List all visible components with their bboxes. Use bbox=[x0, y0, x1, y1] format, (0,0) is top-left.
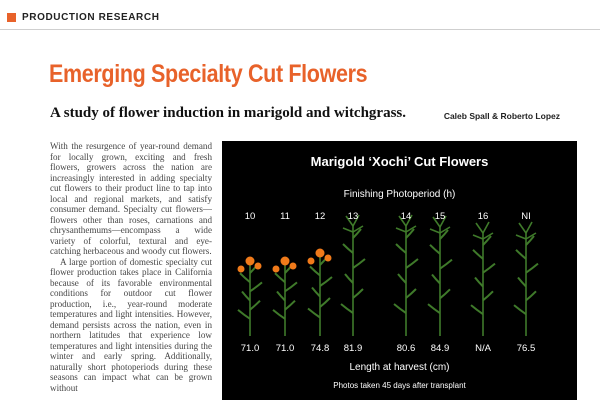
plant-leaf bbox=[312, 288, 320, 297]
plant-leaf bbox=[518, 278, 526, 287]
flower-head bbox=[246, 257, 255, 266]
article-authors: Caleb Spall & Roberto Lopez bbox=[443, 111, 560, 121]
length-label: 80.6 bbox=[396, 343, 416, 354]
length-label: 81.9 bbox=[343, 343, 363, 354]
section-marker bbox=[7, 13, 16, 22]
plant-leaf bbox=[483, 291, 493, 300]
plant-leaf bbox=[285, 282, 297, 291]
plant-leaf bbox=[310, 267, 320, 276]
plant-leaf bbox=[475, 278, 483, 287]
section-label: PRODUCTION RESEARCH bbox=[22, 12, 160, 23]
plant-leaf bbox=[440, 260, 452, 269]
plant-leaf bbox=[473, 250, 483, 259]
length-label: 76.5 bbox=[516, 343, 536, 354]
plant-leaf bbox=[428, 304, 440, 313]
flower-head bbox=[325, 255, 332, 262]
plant-leaf bbox=[406, 289, 416, 298]
plant-leaf bbox=[483, 264, 495, 273]
length-label: 71.0 bbox=[240, 343, 260, 354]
plant-leaf bbox=[240, 273, 250, 282]
flower-head bbox=[281, 257, 290, 266]
plant-leaf bbox=[238, 310, 250, 319]
figure-bottom-axis-label: Length at harvest (cm) bbox=[349, 362, 450, 373]
photoperiod-label: 15 bbox=[434, 211, 446, 222]
plant-leaf bbox=[396, 244, 406, 253]
photoperiod-label: 12 bbox=[314, 211, 326, 222]
body-paragraph: With the resurgence of year-round demand for locally grown, exciting and fresh flowers, growers across the nation are increasingly interested in adding specialty cut flowers to their product line to tap into local and regional markets, and satisfy consumer demand. Specialty cut flowers—flowers other than roses, carnations and chrysanthemums—encompass a wide variety of colorful, textural and eye-catching herbaceous and woody cut flowers. bbox=[50, 141, 212, 256]
plant-leaf bbox=[242, 292, 250, 301]
flower-head bbox=[255, 263, 262, 270]
plant-leaf bbox=[526, 291, 536, 300]
flower-head bbox=[316, 249, 325, 258]
plant-leaf bbox=[250, 282, 262, 291]
plant-leaf bbox=[343, 244, 353, 253]
plant-leaf bbox=[353, 259, 365, 268]
plant-leaf bbox=[341, 304, 353, 313]
plant-leaf bbox=[320, 298, 330, 307]
photoperiod-label: NI bbox=[521, 211, 531, 222]
plant-leaf bbox=[406, 259, 418, 268]
plant-leaf bbox=[285, 301, 295, 310]
section-header bbox=[7, 12, 160, 23]
photoperiod-label: 16 bbox=[477, 211, 489, 222]
plant-leaf bbox=[440, 289, 450, 298]
photoperiod-label: 14 bbox=[400, 211, 412, 222]
figure-note: Photos taken 45 days after transplant bbox=[333, 381, 466, 390]
plant-leaf bbox=[471, 305, 483, 314]
length-label: 74.8 bbox=[310, 343, 330, 354]
photoperiod-label: 10 bbox=[244, 211, 256, 222]
photoperiod-label: 11 bbox=[280, 211, 290, 222]
plant-leaf bbox=[394, 304, 406, 313]
header-rule bbox=[0, 29, 600, 30]
length-label: 71.0 bbox=[275, 343, 295, 354]
plant-leaf bbox=[275, 273, 285, 282]
plant-leaf bbox=[250, 301, 260, 310]
plant-leaf bbox=[320, 277, 332, 286]
figure-top-axis-label: Finishing Photoperiod (h) bbox=[343, 189, 456, 200]
flower-head bbox=[290, 263, 297, 270]
plant-leaf bbox=[432, 275, 440, 284]
length-label: N/A bbox=[475, 343, 491, 354]
flower-head bbox=[308, 258, 315, 265]
article-subtitle: A study of flower induction in marigold and witchgrass. bbox=[50, 105, 407, 121]
article-title: Emerging Specialty Cut Flowers bbox=[49, 60, 368, 88]
body-paragraph: A large portion of domestic specialty cut flower production takes place in California because of its favorable environmental conditions for outdoor cut flower production, i.e., year-round moderate temperatures and light intensities. However, demand persists across the nation, even in northern latitudes that experience low temperatures and light intensities during the winter and early spring. Additionally, naturally short photoperiods during these seasons can impact what can be grown without bbox=[50, 256, 212, 393]
plant-leaf bbox=[398, 274, 406, 283]
photoperiod-label: 13 bbox=[347, 211, 359, 222]
plant-leaf bbox=[345, 274, 353, 283]
plant-leaf bbox=[516, 250, 526, 259]
length-label: 84.9 bbox=[430, 343, 450, 354]
plant-leaf bbox=[308, 309, 320, 318]
flower-head bbox=[238, 266, 245, 273]
plant-leaf bbox=[277, 292, 285, 301]
body-column bbox=[50, 141, 212, 400]
flower-head bbox=[273, 266, 280, 273]
plant-leaf bbox=[273, 310, 285, 319]
plant-leaf bbox=[353, 289, 363, 298]
plant-leaf bbox=[430, 245, 440, 254]
plant-leaf bbox=[526, 264, 538, 273]
figure-title: Marigold ‘Xochi’ Cut Flowers bbox=[310, 154, 489, 169]
figure-photo bbox=[222, 141, 577, 400]
plant-leaf bbox=[514, 305, 526, 314]
